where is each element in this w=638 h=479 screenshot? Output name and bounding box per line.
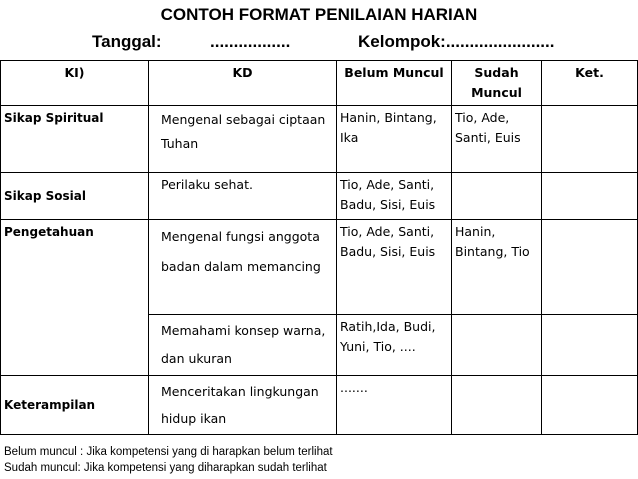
kd-cell: Mengenal fungsi anggota badan dalam memancing	[149, 220, 337, 315]
page-title: CONTOH FORMAT PENILAIAN HARIAN	[160, 5, 478, 24]
note-belum-muncul: Belum muncul : Jika kompetensi yang di harapkan belum terlihat	[4, 446, 333, 458]
sudah-cell: Tio, Ade, Santi, Euis	[452, 106, 542, 173]
kd-cell: Memahami konsep warna, dan ukuran	[149, 315, 337, 376]
kd-cell: Mengenal sebagai ciptaan Tuhan	[149, 106, 337, 173]
sudah-cell	[452, 173, 542, 220]
table-row	[1, 220, 638, 315]
table-header-row	[1, 61, 638, 106]
tanggal-value: .................	[210, 32, 291, 51]
header-sudah-muncul: Sudah Muncul	[452, 61, 542, 106]
ket-cell	[542, 315, 638, 376]
sudah-cell: Hanin, Bintang, Tio	[452, 220, 542, 315]
ket-cell	[542, 376, 638, 435]
belum-cell: Tio, Ade, Santi, Badu, Sisi, Euis	[337, 173, 452, 220]
header-ki: KI)	[1, 61, 149, 106]
belum-cell: Hanin, Bintang, Ika	[337, 106, 452, 173]
kd-cell: Perilaku sehat.	[149, 173, 337, 220]
kd-cell: Menceritakan lingkungan hidup ikan	[149, 376, 337, 435]
ket-cell	[542, 173, 638, 220]
ki-cell: Pengetahuan	[1, 220, 149, 376]
belum-cell: Ratih,Ida, Budi, Yuni, Tio, ....	[337, 315, 452, 376]
table-row	[1, 376, 638, 435]
ki-cell: Sikap Sosial	[1, 173, 149, 220]
ki-cell: Sikap Spiritual	[1, 106, 149, 173]
belum-cell: .......	[337, 376, 452, 435]
belum-cell: Tio, Ade, Santi, Badu, Sisi, Euis	[337, 220, 452, 315]
header-ket: Ket.	[542, 61, 638, 106]
assessment-table	[0, 60, 638, 435]
table-row	[1, 173, 638, 220]
kelompok-label: Kelompok:.......................	[358, 32, 555, 51]
note-sudah-muncul: Sudah muncul: Jika kompetensi yang diharapkan sudah terlihat	[4, 462, 327, 474]
table-row	[1, 106, 638, 173]
sudah-cell	[452, 315, 542, 376]
legend-notes	[4, 444, 333, 476]
tanggal-label: Tanggal:	[92, 32, 162, 51]
header-belum-muncul: Belum Muncul	[337, 61, 452, 106]
ki-cell: Keterampilan	[1, 376, 149, 435]
ket-cell	[542, 106, 638, 173]
ket-cell	[542, 220, 638, 315]
sudah-cell	[452, 376, 542, 435]
header-kd: KD	[149, 61, 337, 106]
